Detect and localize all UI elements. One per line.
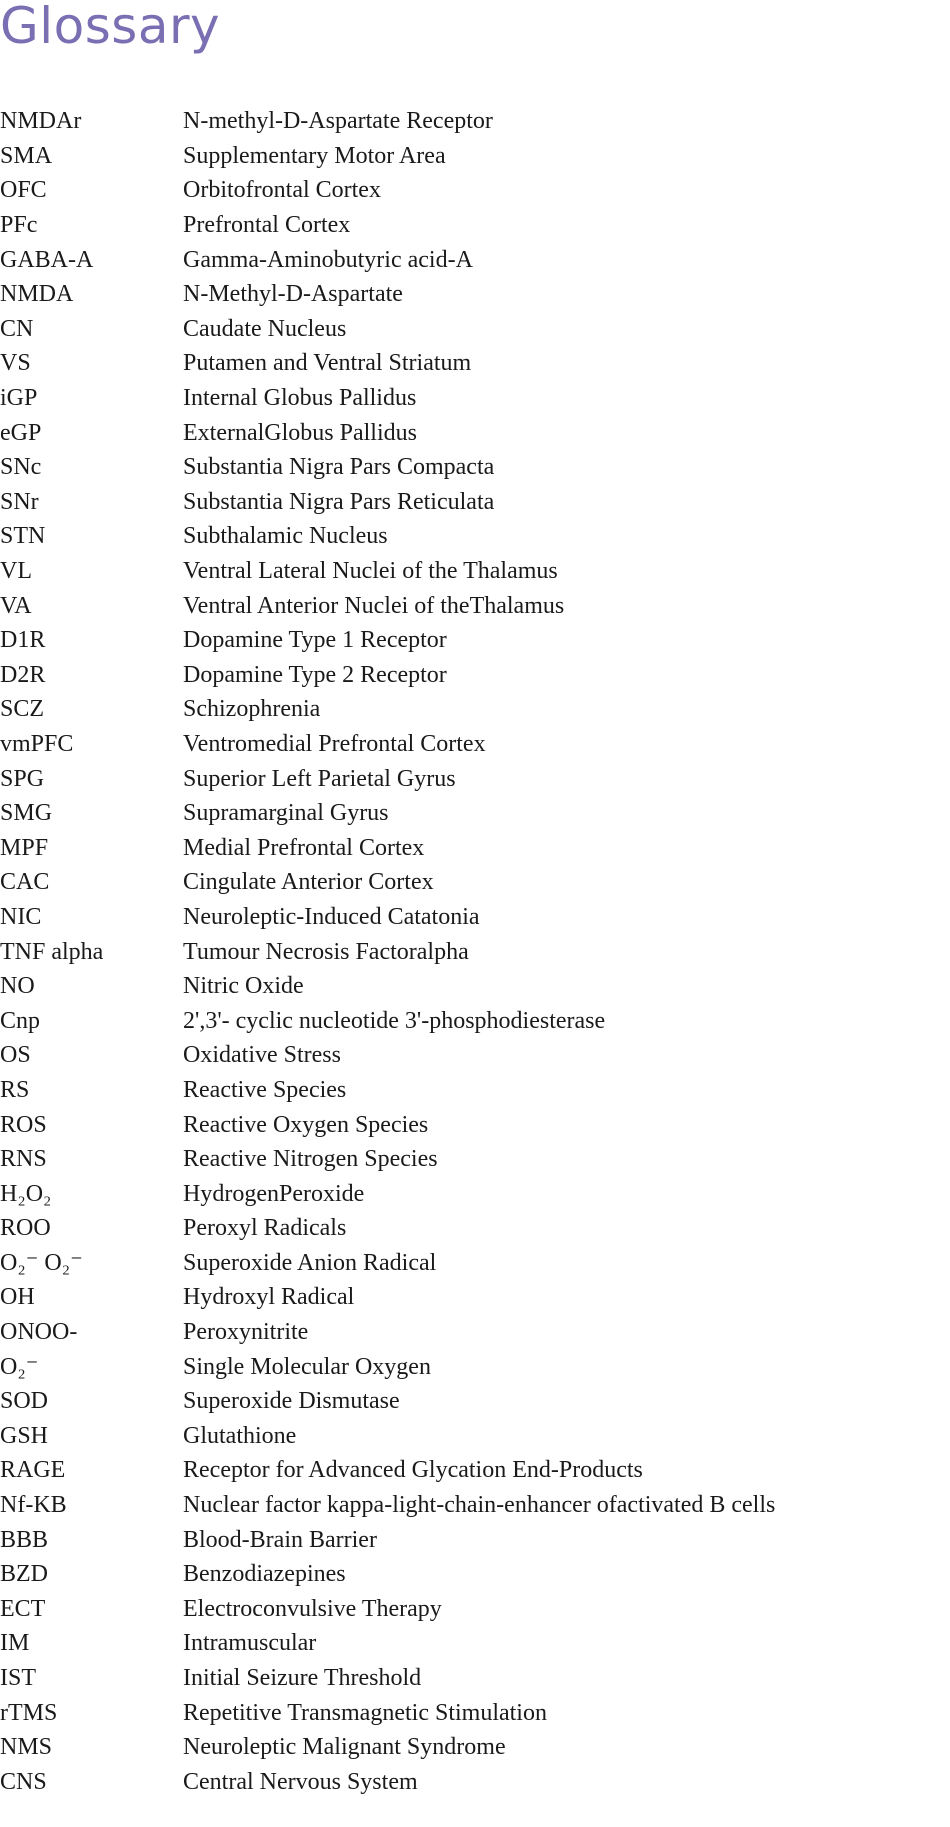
glossary-definition: Dopamine Type 2 Receptor <box>183 661 447 688</box>
glossary-definition: Reactive Species <box>183 1076 347 1103</box>
glossary-term: SMA <box>0 142 53 169</box>
glossary-term: MPF <box>0 834 49 861</box>
glossary-term: ONOO- <box>0 1319 78 1346</box>
glossary-row <box>0 900 950 935</box>
glossary-row <box>0 1626 950 1661</box>
glossary-list <box>0 104 950 1799</box>
glossary-definition: Superoxide Dismutase <box>183 1388 400 1415</box>
glossary-term: vmPFC <box>0 730 74 757</box>
glossary-term: O₂⁻ O₂⁻ <box>0 1249 83 1276</box>
glossary-term: OS <box>0 1042 31 1069</box>
glossary-row <box>0 1176 950 1211</box>
glossary-row <box>0 969 950 1004</box>
glossary-row <box>0 796 950 831</box>
glossary-row <box>0 1488 950 1523</box>
glossary-term: rTMS <box>0 1699 58 1726</box>
glossary-term: OH <box>0 1284 35 1311</box>
glossary-definition: Gamma-Aminobutyric acid-A <box>183 246 473 273</box>
glossary-row <box>0 277 950 312</box>
glossary-definition: Hydroxyl Radical <box>183 1284 355 1311</box>
glossary-term: RNS <box>0 1146 47 1173</box>
glossary-term: PFc <box>0 212 38 239</box>
glossary-definition: Superoxide Anion Radical <box>183 1249 437 1276</box>
glossary-definition: Initial Seizure Threshold <box>183 1665 422 1692</box>
glossary-definition: Substantia Nigra Pars Compacta <box>183 454 495 481</box>
glossary-term: ECT <box>0 1595 46 1622</box>
glossary-definition: Reactive Nitrogen Species <box>183 1146 438 1173</box>
page-title: Glossary <box>0 0 221 55</box>
glossary-term: RS <box>0 1076 30 1103</box>
glossary-definition: Nuclear factor kappa-light-chain-enhancer ofactivated B cells <box>183 1492 776 1519</box>
glossary-row <box>0 346 950 381</box>
glossary-term: RAGE <box>0 1457 66 1484</box>
glossary-row <box>0 865 950 900</box>
glossary-term: SNc <box>0 454 42 481</box>
glossary-term: Cnp <box>0 1007 41 1034</box>
glossary-term: D2R <box>0 661 46 688</box>
glossary-definition: Dopamine Type 1 Receptor <box>183 627 447 654</box>
glossary-term: GSH <box>0 1422 49 1449</box>
glossary-row <box>0 139 950 174</box>
glossary-row <box>0 1246 950 1281</box>
glossary-definition: Ventromedial Prefrontal Cortex <box>183 730 486 757</box>
glossary-term: OFC <box>0 177 47 204</box>
glossary-row <box>0 381 950 416</box>
glossary-row <box>0 1142 950 1177</box>
glossary-term: iGP <box>0 385 38 412</box>
glossary-term: NMDAr <box>0 108 82 135</box>
glossary-row <box>0 1765 950 1800</box>
glossary-row <box>0 554 950 589</box>
glossary-term: eGP <box>0 419 42 446</box>
glossary-term: BBB <box>0 1526 49 1553</box>
glossary-row <box>0 1211 950 1246</box>
glossary-row <box>0 1695 950 1730</box>
glossary-definition: Prefrontal Cortex <box>183 212 351 239</box>
glossary-row <box>0 1280 950 1315</box>
glossary-term: VS <box>0 350 31 377</box>
glossary-row <box>0 242 950 277</box>
glossary-row <box>0 1315 950 1350</box>
glossary-definition: Ventral Anterior Nuclei of theThalamus <box>183 592 565 619</box>
glossary-term: VL <box>0 558 32 585</box>
glossary-definition: Tumour Necrosis Factoralpha <box>183 938 469 965</box>
glossary-term: SOD <box>0 1388 49 1415</box>
glossary-definition: Neuroleptic-Induced Catatonia <box>183 903 480 930</box>
glossary-definition: Internal Globus Pallidus <box>183 385 417 412</box>
glossary-term: ROO <box>0 1215 51 1242</box>
glossary-definition: Blood-Brain Barrier <box>183 1526 377 1553</box>
glossary-definition: HydrogenPeroxide <box>183 1180 365 1207</box>
glossary-row <box>0 450 950 485</box>
glossary-term: GABA-A <box>0 246 94 273</box>
glossary-definition: Subthalamic Nucleus <box>183 523 388 550</box>
glossary-term: BZD <box>0 1561 48 1588</box>
glossary-row <box>0 1522 950 1557</box>
glossary-term: D1R <box>0 627 46 654</box>
glossary-definition: Peroxyl Radicals <box>183 1215 347 1242</box>
glossary-row <box>0 727 950 762</box>
glossary-row <box>0 1038 950 1073</box>
glossary-row <box>0 588 950 623</box>
glossary-term: CAC <box>0 869 50 896</box>
glossary-row <box>0 1419 950 1454</box>
glossary-term: NMS <box>0 1734 53 1761</box>
glossary-term: IST <box>0 1665 36 1692</box>
glossary-term: IM <box>0 1630 30 1657</box>
glossary-row <box>0 1592 950 1627</box>
glossary-row <box>0 519 950 554</box>
glossary-row <box>0 761 950 796</box>
glossary-definition: Electroconvulsive Therapy <box>183 1595 442 1622</box>
glossary-definition: N-Methyl-D-Aspartate <box>183 281 403 308</box>
glossary-definition: Superior Left Parietal Gyrus <box>183 765 456 792</box>
glossary-definition: Single Molecular Oxygen <box>183 1353 431 1380</box>
glossary-row <box>0 485 950 520</box>
glossary-definition: Repetitive Transmagnetic Stimulation <box>183 1699 547 1726</box>
glossary-definition: Peroxynitrite <box>183 1319 309 1346</box>
glossary-row <box>0 623 950 658</box>
glossary-term: NO <box>0 973 35 1000</box>
glossary-row <box>0 1384 950 1419</box>
glossary-term: H₂O₂ <box>0 1180 52 1207</box>
glossary-row <box>0 312 950 347</box>
glossary-term: ROS <box>0 1111 47 1138</box>
glossary-definition: Cingulate Anterior Cortex <box>183 869 434 896</box>
glossary-term: NIC <box>0 903 42 930</box>
glossary-row <box>0 1730 950 1765</box>
glossary-definition: Putamen and Ventral Striatum <box>183 350 472 377</box>
glossary-definition: Glutathione <box>183 1422 297 1449</box>
glossary-term: CNS <box>0 1768 47 1795</box>
glossary-definition: Supramarginal Gyrus <box>183 800 389 827</box>
glossary-definition: ExternalGlobus Pallidus <box>183 419 417 446</box>
glossary-definition: Neuroleptic Malignant Syndrome <box>183 1734 506 1761</box>
glossary-term: SMG <box>0 800 53 827</box>
glossary-definition: Nitric Oxide <box>183 973 304 1000</box>
glossary-definition: Ventral Lateral Nuclei of the Thalamus <box>183 558 558 585</box>
glossary-row <box>0 1003 950 1038</box>
glossary-term: VA <box>0 592 32 619</box>
glossary-definition: Benzodiazepines <box>183 1561 346 1588</box>
glossary-term: Nf-KB <box>0 1492 67 1519</box>
glossary-definition: Intramuscular <box>183 1630 317 1657</box>
glossary-row <box>0 208 950 243</box>
glossary-term: SCZ <box>0 696 45 723</box>
glossary-term: SNr <box>0 488 39 515</box>
glossary-term: SPG <box>0 765 45 792</box>
glossary-row <box>0 1349 950 1384</box>
glossary-term: TNF alpha <box>0 938 104 965</box>
glossary-definition: N-methyl-D-Aspartate Receptor <box>183 108 493 135</box>
glossary-row <box>0 658 950 693</box>
glossary-row <box>0 692 950 727</box>
glossary-definition: Central Nervous System <box>183 1768 418 1795</box>
glossary-row <box>0 1557 950 1592</box>
glossary-row <box>0 1453 950 1488</box>
glossary-definition: Supplementary Motor Area <box>183 142 446 169</box>
glossary-definition: Receptor for Advanced Glycation End-Products <box>183 1457 643 1484</box>
glossary-definition: Schizophrenia <box>183 696 321 723</box>
glossary-row <box>0 415 950 450</box>
glossary-definition: 2',3'- cyclic nucleotide 3'-phosphodiesterase <box>183 1007 606 1034</box>
glossary-row <box>0 1661 950 1696</box>
glossary-definition: Medial Prefrontal Cortex <box>183 834 425 861</box>
glossary-row <box>0 173 950 208</box>
glossary-term: STN <box>0 523 46 550</box>
glossary-term: CN <box>0 315 34 342</box>
glossary-definition: Orbitofrontal Cortex <box>183 177 381 204</box>
glossary-definition: Caudate Nucleus <box>183 315 347 342</box>
glossary-row <box>0 830 950 865</box>
glossary-row <box>0 934 950 969</box>
glossary-row <box>0 1107 950 1142</box>
glossary-term: NMDA <box>0 281 74 308</box>
glossary-definition: Oxidative Stress <box>183 1042 341 1069</box>
glossary-definition: Substantia Nigra Pars Reticulata <box>183 488 495 515</box>
glossary-definition: Reactive Oxygen Species <box>183 1111 429 1138</box>
glossary-row <box>0 104 950 139</box>
glossary-row <box>0 1073 950 1108</box>
glossary-term: O₂⁻ <box>0 1353 39 1380</box>
